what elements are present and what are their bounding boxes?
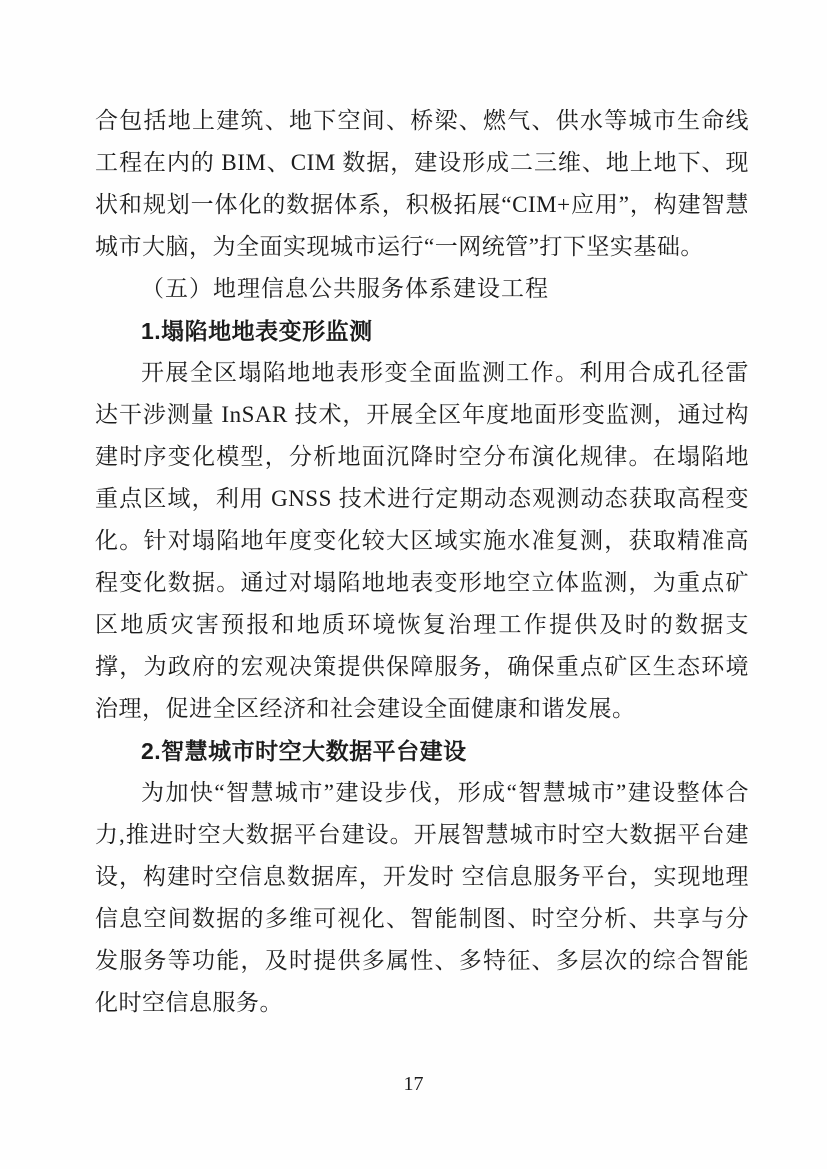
page-number: 17 <box>403 1073 424 1095</box>
text-content <box>95 100 749 1024</box>
subsection-2-body: 为加快“智慧城市”建设步伐，形成“智慧城市”建设整体合力,推进时空大数据平台建设。开展智慧城市时空大数据平台建设，构建时空信息数据库，开发时 空信息服务平台，实现地理信息空间数据的多维可视化、智能制图、时空分析、共享与分发服务等功能，及时提供多属性、多特征、多层次的综合智能化时空信息服务。 <box>95 780 749 1015</box>
subsection-2-heading: 2.智慧城市时空大数据平台建设 <box>141 738 467 764</box>
paragraph-continuation: 合包括地上建筑、地下空间、桥梁、燃气、供水等城市生命线工程在内的 BIM、CIM 数据，建设形成二三维、地上地下、现状和规划一体化的数据体系，积极拓展“CIM+应用”，构建智慧城市大脑，为全面实现城市运行“一网统管”打下坚实基础。 <box>95 108 749 259</box>
section-heading: （五）地理信息公共服务体系建设工程 <box>141 276 549 301</box>
subsection-1-body: 开展全区塌陷地地表形变全面监测工作。利用合成孔径雷达干涉测量 InSAR 技术，开展全区年度地面形变监测，通过构建时序变化模型，分析地面沉降时空分布演化规律。在塌陷地重点区域，利用 GNSS 技术进行定期动态观测动态获取高程变化。针对塌陷地年度变化较大区域实施水准复测，获取精准高程变化数据。通过对塌陷地地表变形地空立体监测，为重点矿区地质灾害预报和地质环境恢复治理工作提供及时的数据支撑，为政府的宏观决策提供保障服务，确保重点矿区生态环境治理，促进全区经济和社会建设全面健康和谐发展。 <box>95 360 749 721</box>
subsection-1-heading: 1.塌陷地地表变形监测 <box>141 318 373 344</box>
